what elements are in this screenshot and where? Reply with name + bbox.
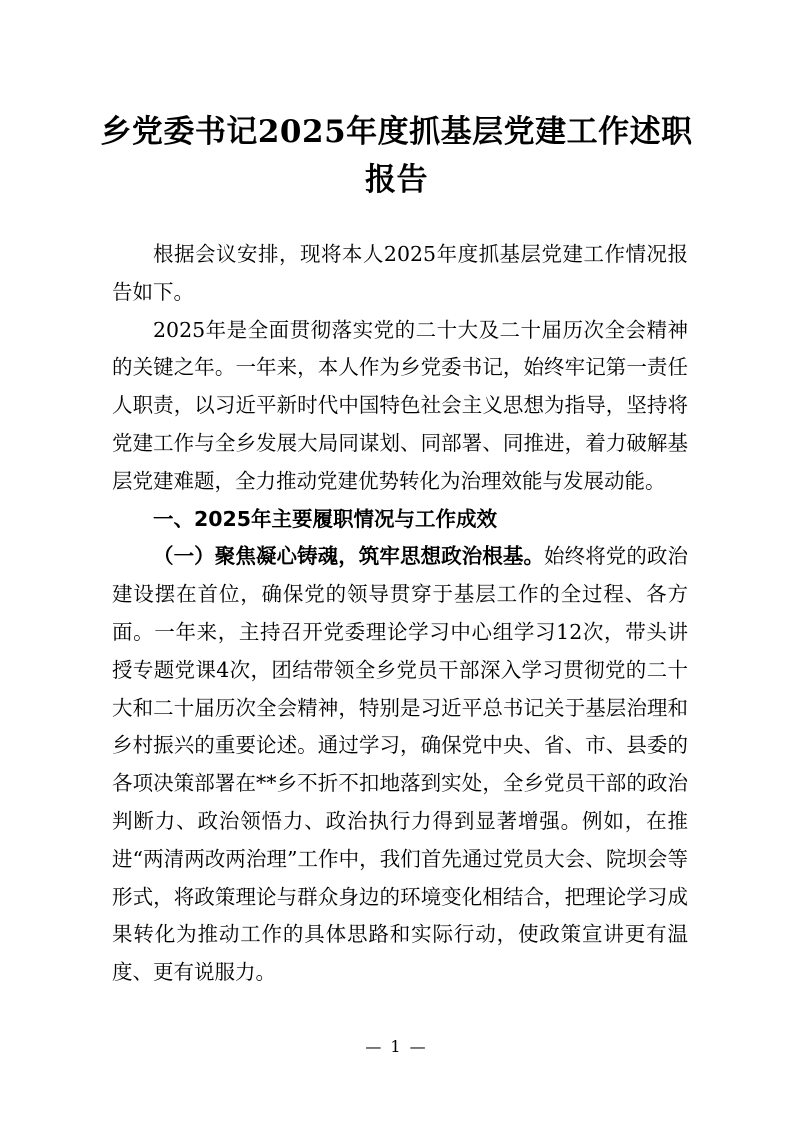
intro-paragraph: 根据会议安排，现将本人2025年度抓基层党建工作情况报告如下。: [112, 242, 688, 304]
document-title: 乡党委书记2025年度抓基层党建工作述职报告: [100, 114, 693, 198]
overview-paragraph: 2025年是全面贯彻落实党的二十大及二十届历次全会精神的关键之年。一年来，本人作为乡党委书记，始终牢记第一责任人职责，以习近平新时代中国特色社会主义思想为指导，坚持将党建工作与全乡发展大局同谋划、同部署、同推进，着力破解基层党建难题，全力推动党建优势转化为治理效能与发展动能。: [112, 317, 688, 493]
document-body: [112, 236, 688, 992]
subsection-heading: （一）聚焦凝心铸魂，筑牢思想政治根基。: [153, 544, 545, 569]
subsection-paragraph: [112, 538, 688, 992]
section-heading: 一、2025年主要履职情况与工作成效: [153, 506, 498, 531]
page-number: — 1 —: [365, 1037, 428, 1056]
subsection-text: 始终将党的政治建设摆在首位，确保党的领导贯穿于基层工作的全过程、各方面。一年来，主持召开党委理论学习中心组学习12次，带头讲授专题党课4次，团结带领全乡党员干部深入学习贯彻党的二十大和二十届历次全会精神，特别是习近平总书记关于基层治理和乡村振兴的重要论述。通过学习，确保党中央、省、市、县委的各项决策部署在**乡不折不扣地落到实处，全乡党员干部的政治判断力、政治领悟力、政治执行力得到显著增强。例如，在推进“两清两改两治理”工作中，我们首先通过党员大会、院坝会等形式，将政策理论与群众身边的环境变化相结合，把理论学习成果转化为推动工作的具体思路和实际行动，使政策宣讲更有温度、更有说服力。: [112, 544, 689, 985]
